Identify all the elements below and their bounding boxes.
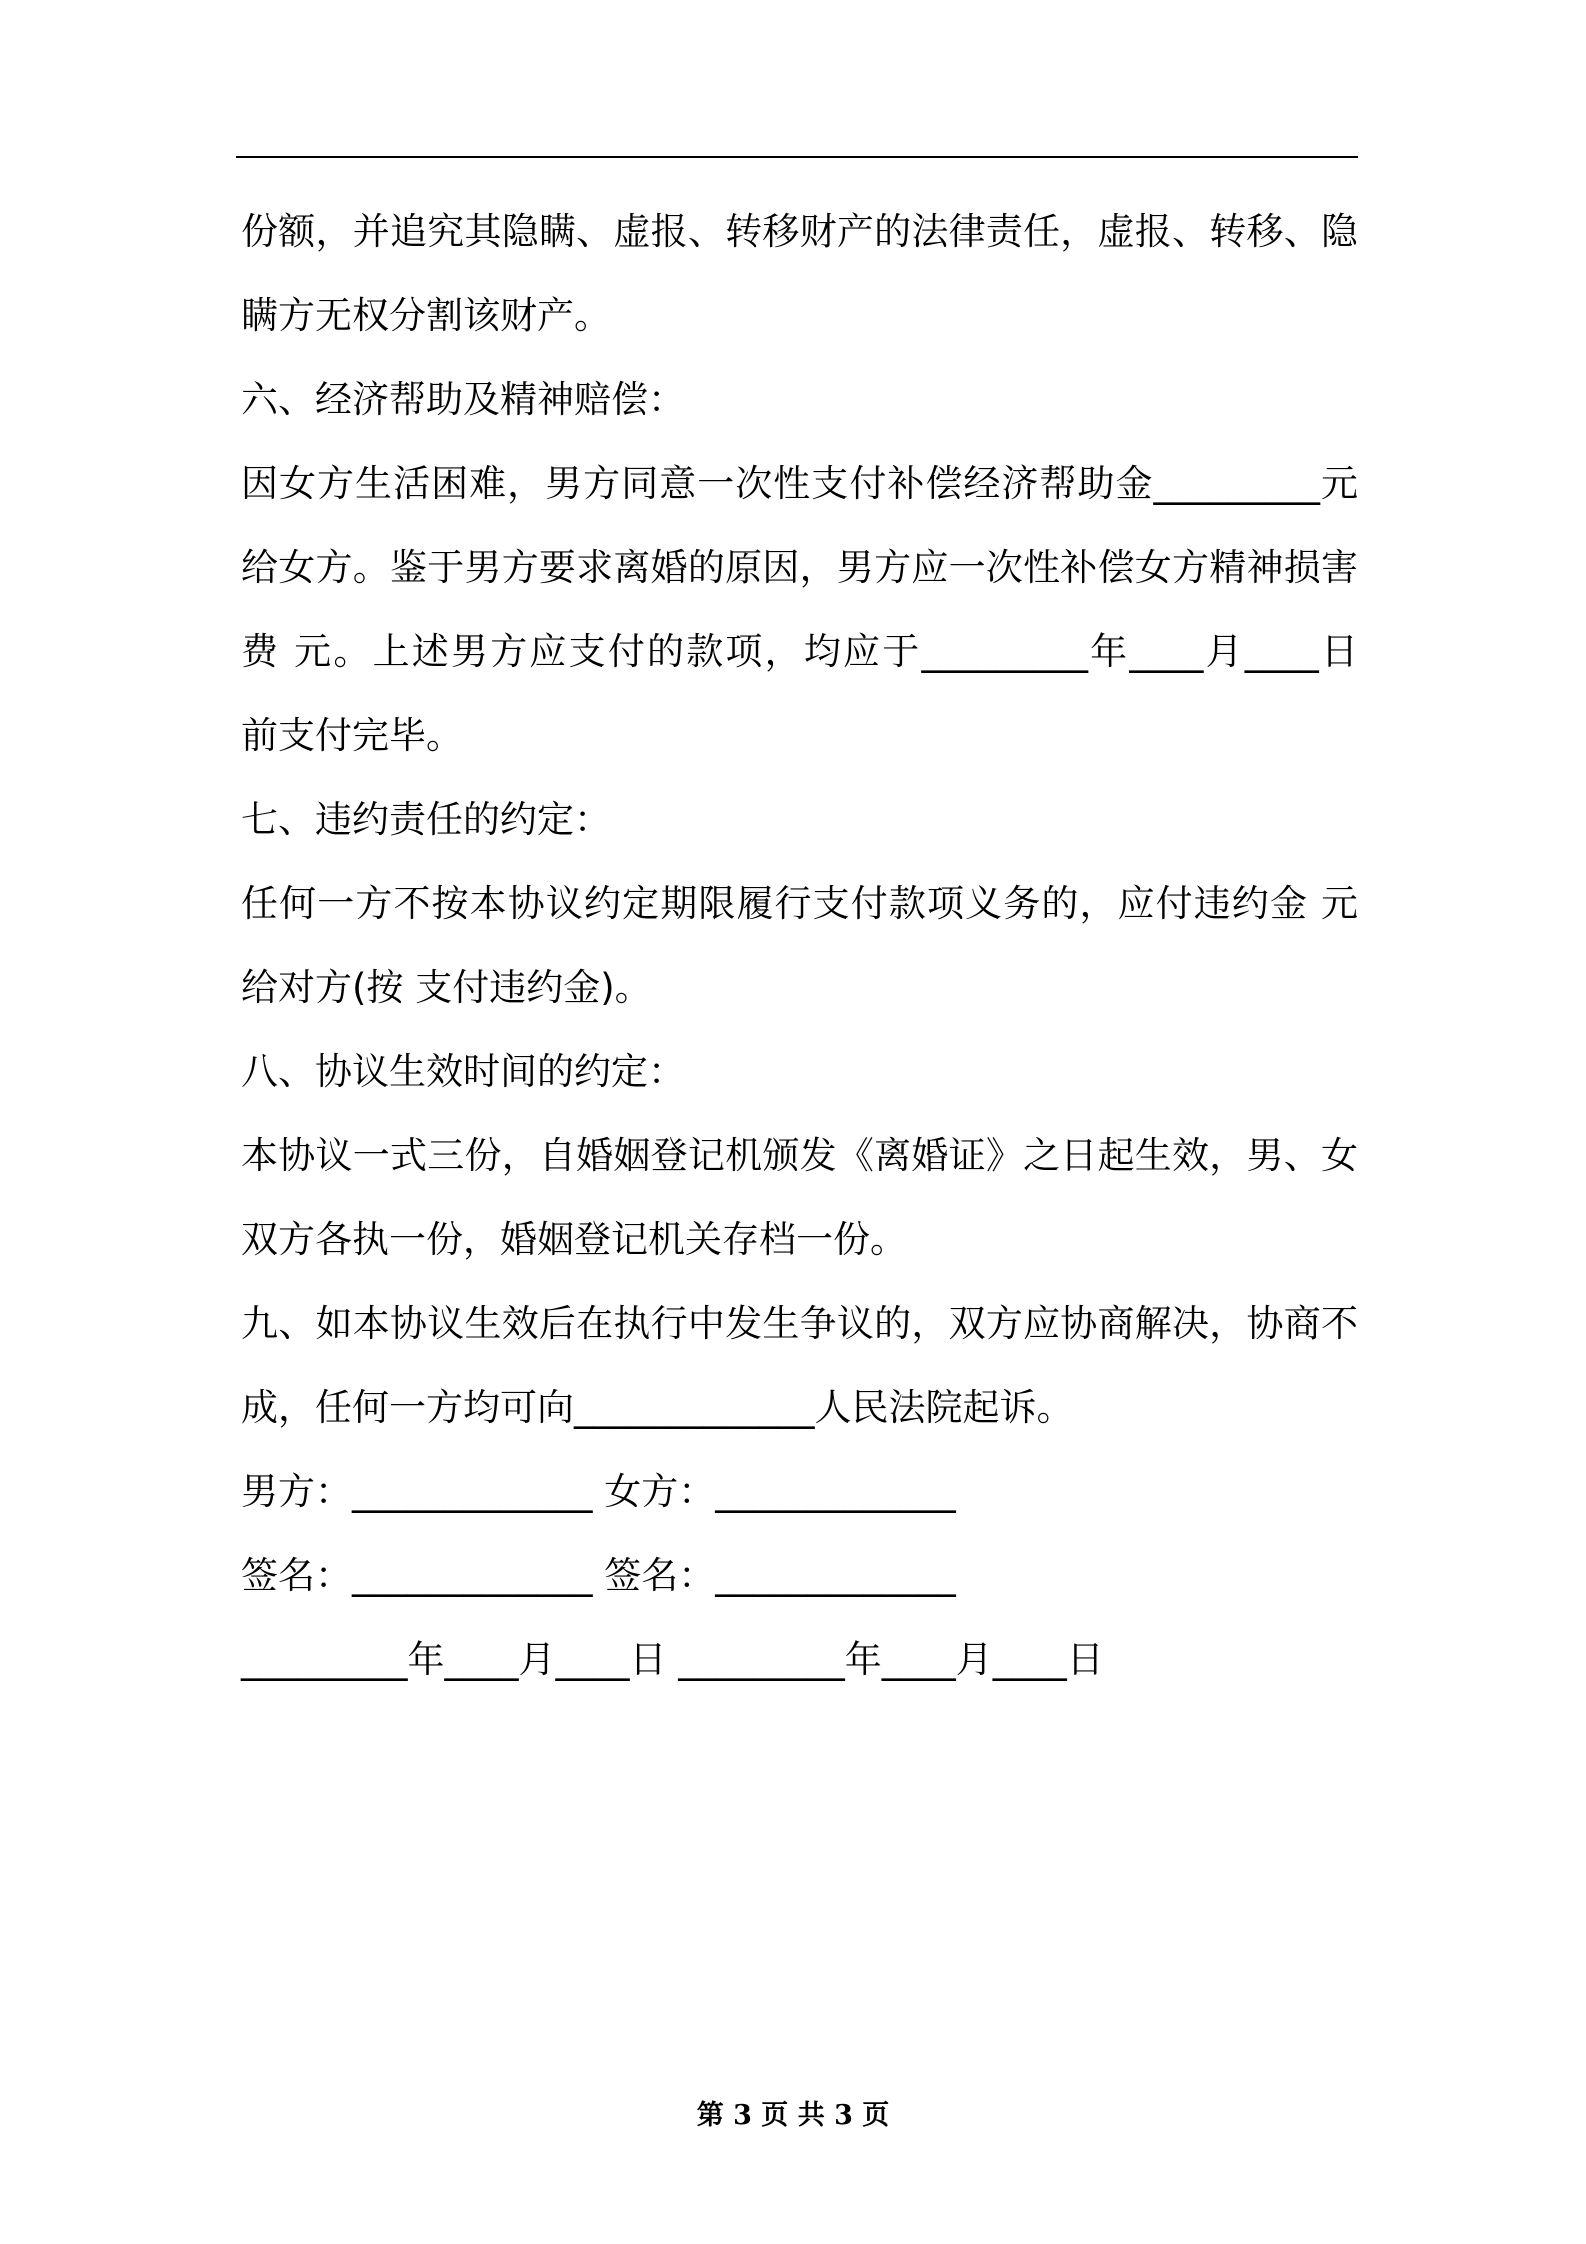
body-line: 任何一方不按本协议约定期限履行支付款项义务的，应付违约金 元 — [241, 882, 1358, 925]
page-footer: 第 3 页 共 3 页 — [696, 2100, 890, 2131]
section-heading: 七、违约责任的约定： — [241, 798, 611, 841]
body-line: 前支付完毕。 — [241, 714, 463, 757]
body-line: 成，任何一方均可向_____________人民法院起诉。 — [241, 1386, 1074, 1429]
signature-block — [241, 1450, 1358, 1702]
document-body — [241, 190, 1358, 1702]
body-line: 九、如本协议生效后在执行中发生争议的，双方应协商解决，协商不 — [241, 1302, 1358, 1345]
section-heading: 八、协议生效时间的约定： — [241, 1050, 685, 1093]
body-line: 给女方。鉴于男方要求离婚的原因，男方应一次性补偿女方精神损害 — [241, 546, 1358, 589]
sign-line: 签名：_____________ 签名：_____________ — [241, 1554, 956, 1597]
section-heading: 六、经济帮助及精神赔偿： — [241, 378, 685, 421]
body-line: 本协议一式三份，自婚姻登记机颁发《离婚证》之日起生效，男、女 — [241, 1134, 1358, 1177]
body-line: 费 元。上述男方应支付的款项，均应于_________年____月____日 — [241, 630, 1358, 673]
body-line: 给对方(按 支付违约金)。 — [241, 966, 652, 1009]
body-line: 瞒方无权分割该财产。 — [241, 294, 611, 337]
body-line: 份额，并追究其隐瞒、虚报、转移财产的法律责任，虚报、转移、隐 — [241, 210, 1358, 253]
body-line: 双方各执一份，婚姻登记机关存档一份。 — [241, 1218, 907, 1261]
body-line: 因女方生活困难，男方同意一次性支付补偿经济帮助金_________元 — [241, 462, 1358, 505]
header-rule — [236, 156, 1358, 158]
date-line: _________年____月____日 _________年____月____日 — [241, 1638, 1104, 1681]
party-line: 男方：_____________ 女方：_____________ — [241, 1470, 956, 1513]
